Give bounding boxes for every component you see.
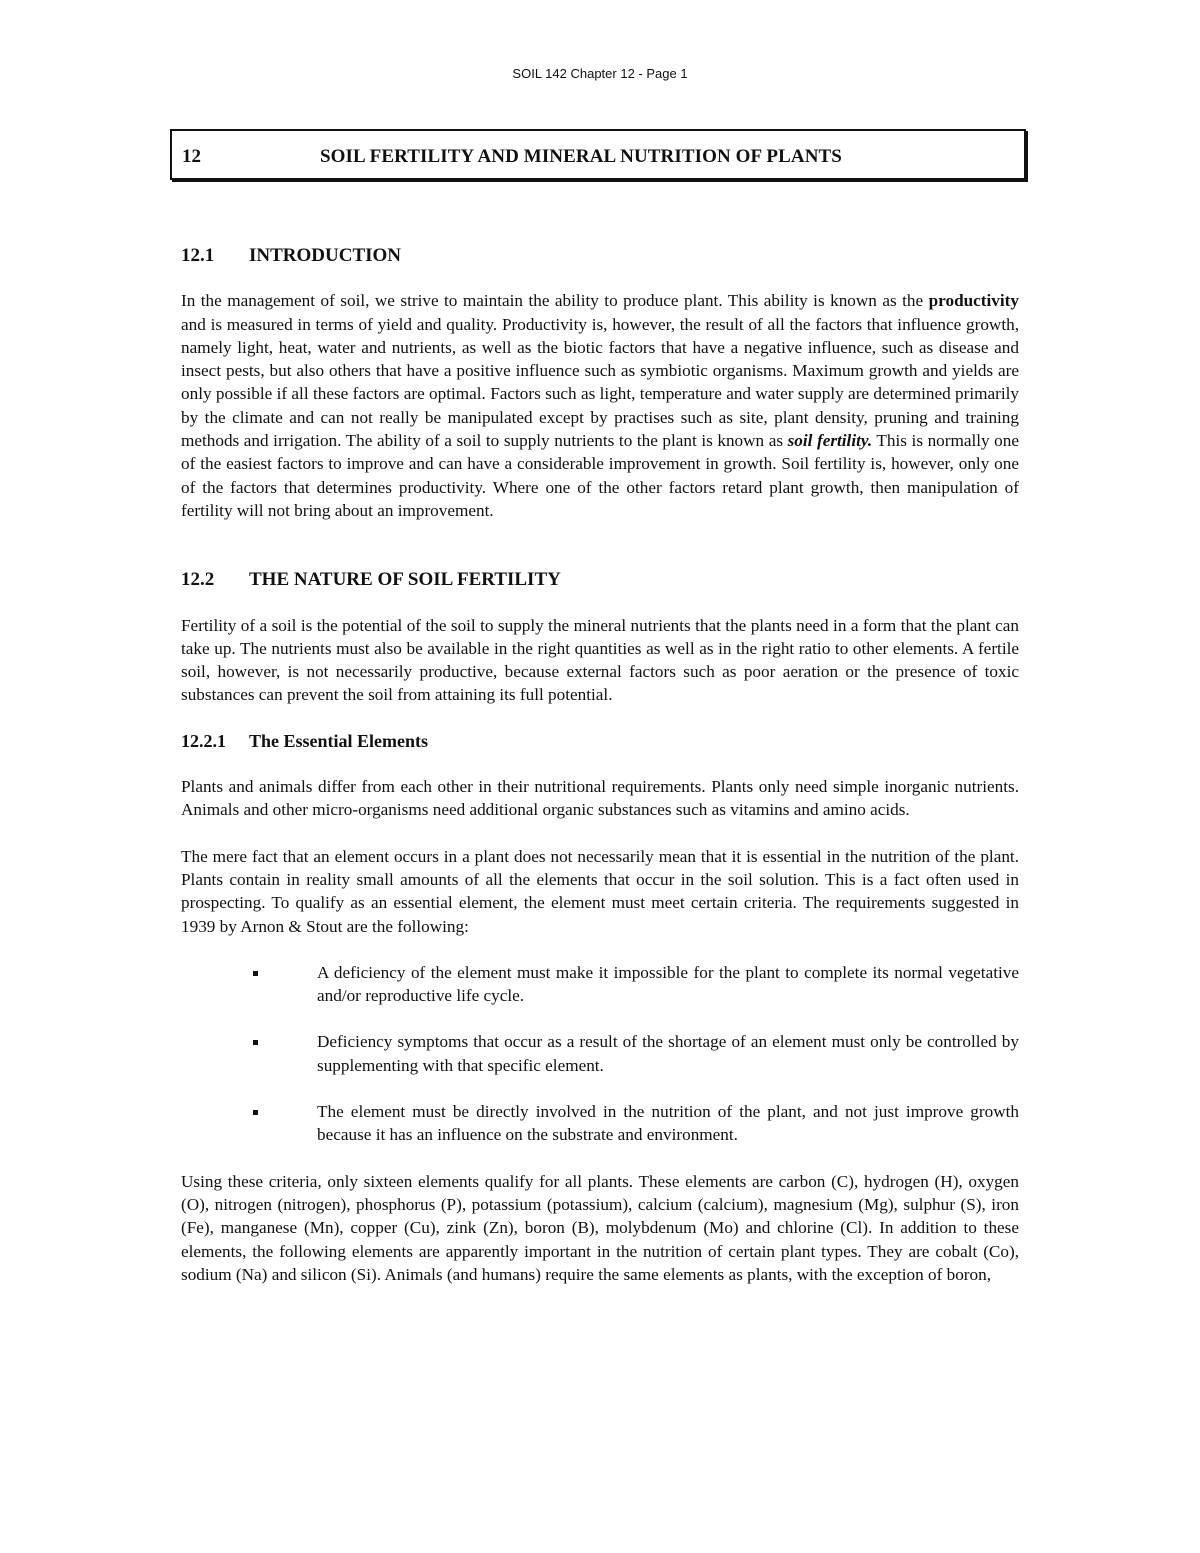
section-heading-introduction	[181, 244, 1019, 267]
criteria-list	[181, 961, 1019, 1147]
subsection-title: The Essential Elements	[249, 730, 429, 751]
introduction-paragraph: In the management of soil, we strive to maintain the ability to produce plant. This ability is known as the productivity and is measured in terms of yield and quality. Productivity is, however, the result of all the factors that influence growth, namely light, heat, water and nutrients, as well as the biotic factors that have a negative influence, such as disease and insect pests, but also others that have a positive influence such as symbiotic organisms. Maximum growth and yields are only possible if all these factors are optimal. Factors such as light, temperature and water supply are determined primarily by the climate and can not really be manipulated except by practises such as site, plant density, pruning and training methods and irrigation. The ability of a soil to supply nutrients to the plant is known as soil fertility. This is normally one of the easiest factors to improve and can have a considerable improvement in growth. Soil fertility is, however, only one of the factors that determines productivity. Where one of the other factors retard plant growth, then manipulation of fertility will not bring about an improvement.	[181, 291, 1019, 520]
chapter-title-box	[170, 129, 1026, 180]
soil-fertility-paragraph: Fertility of a soil is the potential of the soil to supply the mineral nutrients that the plants need in a form that the plant can take up. The nutrients must also be available in the right quantities as well as in the right ratio to other elements. A fertile soil, however, is not necessarily productive, because external factors such as poor aeration or the presence of toxic substances can prevent the soil from attaining its full potential.	[181, 615, 1019, 705]
nutrition-paragraph: Plants and animals differ from each other in their nutritional requirements. Plants only need simple inorganic nutrients. Animals and other micro-organisms need additional organic substances such as vitamins and amino acids.	[181, 777, 1019, 820]
list-item: The element must be directly involved in the nutrition of the plant, and not just improve growth because it has an influence on the substrate and environment.	[181, 1100, 1019, 1147]
section-title: THE NATURE OF SOIL FERTILITY	[249, 569, 561, 591]
chapter-number: 12	[182, 146, 201, 167]
essential-element-paragraph: The mere fact that an element occurs in a plant does not necessarily mean that it is essential in the nutrition of the plant. Plants contain in reality small amounts of all the elements that occur in the soil solution. This is a fact often used in prospecting. To qualify as an essential element, the element must meet certain criteria. The requirements suggested in 1939 by Arnon & Stout are the following:	[181, 846, 1019, 936]
section-number: 12.1	[181, 245, 215, 266]
subsection-heading-essential-elements	[181, 730, 1019, 753]
term-productivity: productivity	[928, 291, 1019, 311]
section-number: 12.2	[181, 569, 215, 591]
section-heading-nature-of-soil-fertility	[181, 568, 1019, 591]
list-item: A deficiency of the element must make it impossible for the plant to complete its normal vegetative and/or reproductive life cycle.	[181, 961, 1019, 1008]
bullet-icon	[253, 971, 258, 976]
chapter-title: SOIL FERTILITY AND MINERAL NUTRITION OF PLANTS	[320, 146, 842, 167]
elements-paragraph: Using these criteria, only sixteen elements qualify for all plants. These elements are carbon (C), hydrogen (H), oxygen (O), nitrogen (nitrogen), phosphorus (P), potassium (potassium), calcium (calcium), magnesium (Mg), sulphur (S), iron (Fe), manganese (Mn), copper (Cu), zink (Zn), boron (B), molybdenum (Mo) and chlorine (Cl). In addition to these elements, the following elements are apparently important in the nutrition of certain plant types. They are cobalt (Co), sodium (Na) and silicon (Si). Animals (and humans) require the same elements as plants, with the exception of boron,	[181, 1171, 1019, 1284]
bullet-icon	[253, 1040, 258, 1045]
section-title: INTRODUCTION	[249, 245, 402, 266]
bullet-icon	[253, 1110, 258, 1115]
list-item: Deficiency symptoms that occur as a result of the shortage of an element must only be controlled by supplementing with that specific element.	[181, 1030, 1019, 1077]
document-body	[181, 244, 1019, 1286]
running-header: SOIL 142 Chapter 12 - Page 1	[512, 66, 688, 81]
term-soil-fertility: soil fertility.	[787, 431, 873, 451]
subsection-number: 12.2.1	[181, 730, 226, 751]
